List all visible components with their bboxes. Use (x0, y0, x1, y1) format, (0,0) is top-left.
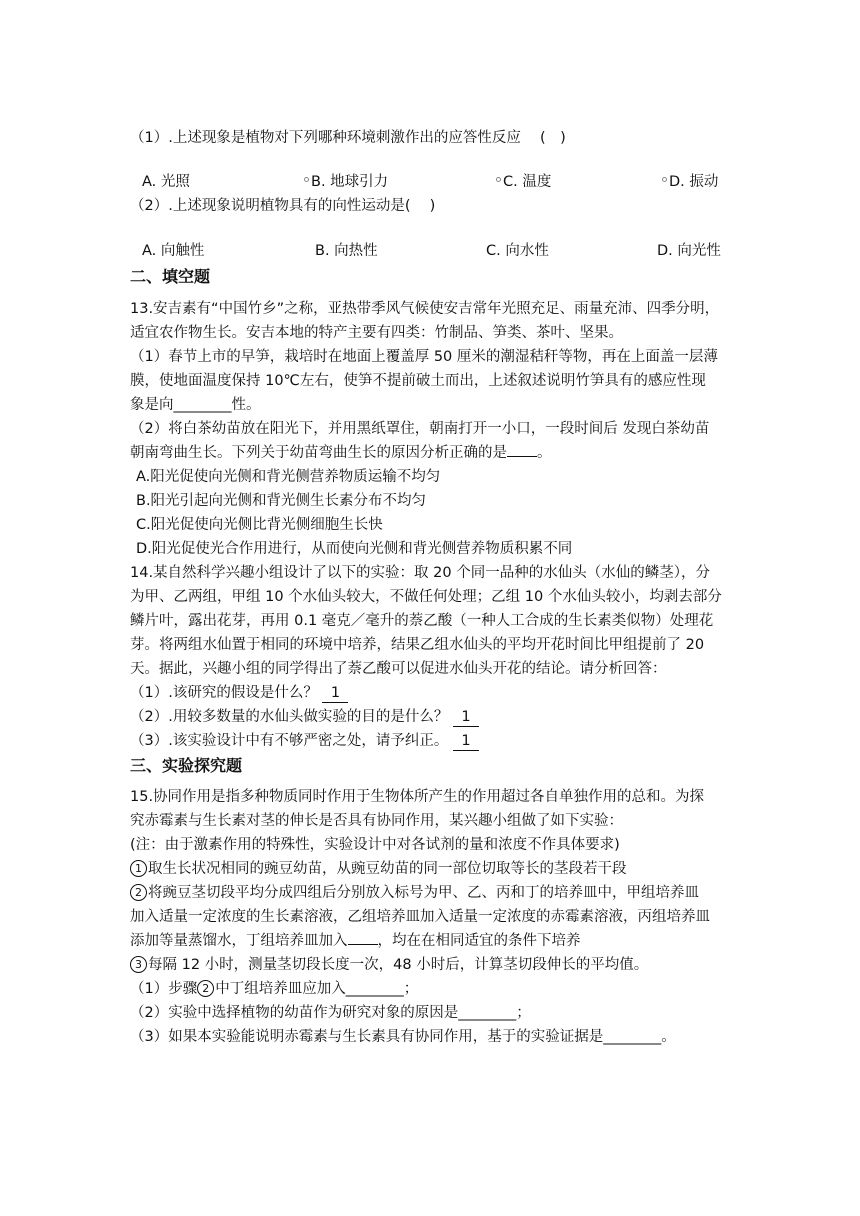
q12-sub2-option-a: A. 向触性 (142, 243, 205, 259)
option-marker-icon (496, 177, 501, 182)
answer-blank: 1 (453, 709, 479, 727)
q14-sub3: （3）.该实验设计中有不够严密之处，请予纠正。 1 (130, 731, 479, 751)
q14-stem-line-4: 芽。将两组水仙置于相同的环境中培养，结果乙组水仙头的平均开花时间比甲组提前了 20 (130, 637, 705, 653)
q14-stem-line-3: 鳞片叶，露出花芽，再用 0.1 毫克／毫升的萘乙酸（一种人工合成的生长素类似物）处理花 (130, 613, 714, 629)
q13-option-a: A.阳光促使向光侧和背光侧营养物质运输不均匀 (136, 469, 441, 485)
q15-sub1: （1）步骤 2 中丁组培养皿应加入________； (130, 981, 419, 997)
q15-step-1: 1 取生长状况相同的豌豆幼苗，从豌豆幼苗的同一部位切取等长的茎段若干段 (130, 859, 627, 879)
q13-stem-line-1: 13.安吉素有“中国竹乡”之称，亚热带季风气候使安吉常年光照充足、雨量充沛、四季分明， (130, 301, 720, 317)
q12-sub1-option-d: D. 振动 (662, 172, 718, 192)
q15-step-2-line-1: 2 将豌豆茎切段平均分成四组后分别放入标号为甲、乙、丙和丁的培养皿中，甲组培养皿 (130, 883, 699, 903)
circled-number-1: 1 (130, 860, 147, 877)
answer-blank: 1 (453, 733, 479, 751)
q14-sub2: （2）.用较多数量的水仙头做实验的目的是什么？ 1 (130, 707, 479, 727)
q12-sub1-option-a: A. 光照 (142, 174, 190, 190)
q12-sub2-stem: （2）.上述现象说明植物具有的向性运动是( ) (130, 198, 436, 214)
q12-sub2-option-c: C. 向水性 (486, 243, 549, 259)
q12-sub2-option-b: B. 向热性 (315, 243, 378, 259)
q12-sub1-stem: （1）.上述现象是植物对下列哪种环境刺激作出的应答性反应 ( ) (130, 130, 566, 146)
q15-step-3: 3 每隔 12 小时，测量茎切段长度一次，48 小时后，计算茎切段伸长的平均值。 (130, 955, 648, 975)
circled-number-2: 2 (130, 884, 147, 901)
q15-stem-line-2: 究赤霉素与生长素对茎的伸长是否具有协同作用，某兴趣小组做了如下实验： (130, 813, 623, 829)
q15-stem-line-1: 15.协同作用是指多种物质同时作用于生物体所产生的作用超过各自单独作用的总和。为探 (130, 789, 705, 805)
q13-part2-line-2: 朝南弯曲生长。下列关于幼苗弯曲生长的原因分析正确的是 。 (130, 445, 552, 461)
q15-step-2-line-2: 加入适量一定浓度的生长素溶液，乙组培养皿加入适量一定浓度的赤霉素溶液，丙组培养皿 (130, 909, 710, 925)
q14-sub1: （1）.该研究的假设是什么？ 1 (130, 683, 348, 703)
option-marker-icon (662, 177, 667, 182)
circled-number-2: 2 (197, 980, 214, 997)
q13-part1-line-2: 膜，使地面温度保持 10℃左右，使笋不提前破土而出，上述叙述说明竹笋具有的感应性现 (130, 373, 706, 389)
q15-sub2: （2）实验中选择植物的幼苗作为研究对象的原因是________； (130, 1005, 531, 1021)
answer-blank (348, 944, 378, 945)
circled-number-3: 3 (130, 956, 147, 973)
q13-option-c: C.阳光促使向光侧比背光侧细胞生长快 (136, 517, 383, 533)
q15-step-2-line-3: 添加等量蒸馏水，丁组培养皿加入 ，均在在相同适宜的条件下培养 (130, 933, 581, 949)
q14-stem-line-5: 天。据此，兴趣小组的同学得出了萘乙酸可以促进水仙头开花的结论。请分析回答： (130, 661, 667, 677)
q13-part2-line-1: （2）将白茶幼苗放在阳光下，并用黑纸罩住，朝南打开一小口，一段时间后 发现白茶幼苗 (130, 421, 710, 437)
q15-sub3: （3）如果本实验能说明赤霉素与生长素具有协同作用，基于的实验证据是________。 (130, 1029, 676, 1045)
section-heading-fill-in: 二、填空题 (130, 267, 211, 286)
q13-stem-line-2: 适宜农作物生长。安吉本地的特产主要有四类：竹制品、笋类、茶叶、坚果。 (130, 325, 623, 341)
q15-note: (注：由于激素作用的特殊性，实验设计中对各试剂的量和浓度不作具体要求) (130, 837, 620, 853)
q12-sub1-option-b: B. 地球引力 (304, 172, 388, 192)
answer-blank: 1 (322, 685, 348, 703)
section-heading-experiment: 三、实验探究题 (130, 756, 243, 775)
q13-option-b: B.阳光引起向光侧和背光侧生长素分布不均匀 (136, 493, 427, 509)
q12-sub1-option-c: C. 温度 (496, 172, 551, 192)
q13-part1-line-3: 象是向________性。 (130, 397, 261, 413)
q12-sub2-option-d: D. 向光性 (657, 243, 721, 259)
q14-stem-line-2: 为甲、乙两组，甲组 10 个水仙头较大，不做任何处理；乙组 10 个水仙头较小，均剥去部分 (130, 589, 722, 605)
answer-blank (507, 456, 537, 457)
q14-stem-line-1: 14.某自然科学兴趣小组设计了以下的实验：取 20 个同一品种的水仙头（水仙的鳞茎），分 (130, 565, 710, 581)
q13-option-d: D.阳光促使光合作用进行，从而使向光侧和背光侧营养物质积累不同 (136, 541, 573, 557)
option-marker-icon (304, 177, 309, 182)
q13-part1-line-1: （1）春节上市的早笋，栽培时在地面上覆盖厚 50 厘米的潮湿秸秆等物，再在上面盖一层薄 (130, 349, 718, 365)
